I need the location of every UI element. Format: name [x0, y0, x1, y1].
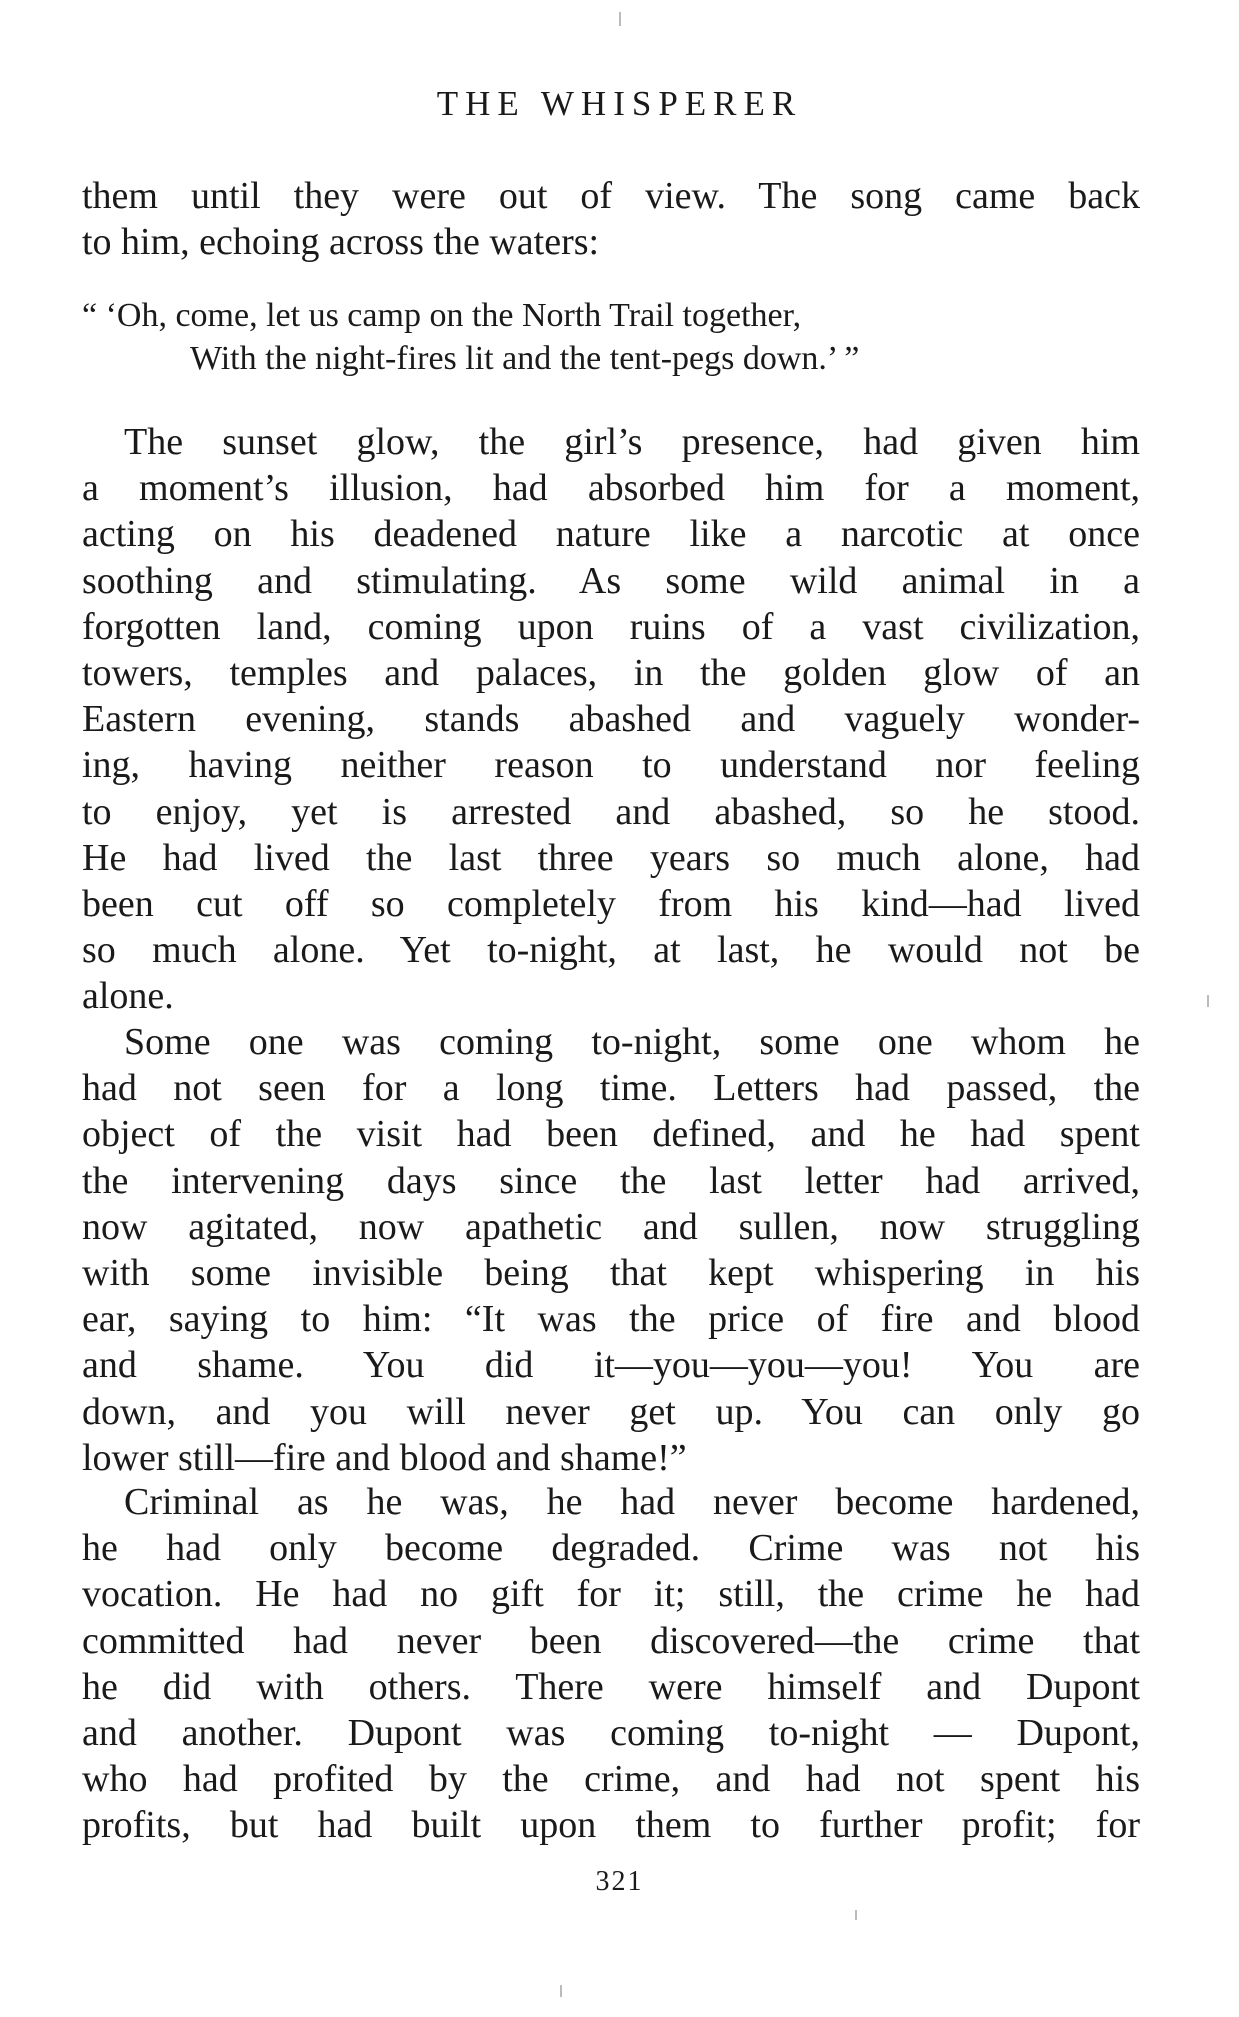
verse-line: “ ‘Oh, come, let us camp on the North Trail together, — [82, 297, 802, 334]
text-line: the intervening days since the last letter had arrived, — [82, 1159, 1140, 1202]
paper-speck — [855, 1910, 857, 1920]
text-line: Eastern evening, stands abashed and vaguely wonder- — [82, 698, 1140, 741]
text-line: to enjoy, yet is arrested and abashed, so he stood. — [82, 790, 1140, 833]
text-line: alone. — [82, 975, 174, 1018]
paragraph-criminal — [82, 1479, 1140, 1849]
text-line: so much alone. Yet to-night, at last, he would not be — [82, 929, 1140, 972]
text-line: He had lived the last three years so much alone, had — [82, 836, 1140, 879]
text-line: and another. Dupont was coming to-night — Dupont, — [82, 1712, 1140, 1755]
text-line: towers, temples and palaces, in the golden glow of an — [82, 652, 1140, 695]
text-line: Some one was coming to-night, some one whom he — [124, 1021, 1140, 1063]
running-head: THE WHISPERER — [436, 84, 803, 123]
text-line: now agitated, now apathetic and sullen, now struggling — [82, 1205, 1140, 1248]
text-line: who had profited by the crime, and had not spent his — [82, 1758, 1140, 1801]
text-line: with some invisible being that kept whispering in his — [82, 1252, 1140, 1295]
verse-quotation — [82, 294, 1140, 380]
text-line: profits, but had built upon them to further profit; for — [82, 1804, 1140, 1847]
text-line: The sunset glow, the girl’s presence, had given him — [124, 421, 1140, 463]
verse-line: With the night-fires lit and the tent-pegs down.’ ” — [190, 340, 860, 377]
paragraph-visitor — [82, 1019, 1140, 1481]
text-line: ing, having neither reason to understand nor feeling — [82, 744, 1140, 787]
paragraph-sunset — [82, 419, 1140, 1020]
text-line: had not seen for a long time. Letters had passed, the — [82, 1067, 1140, 1110]
text-line: forgotten land, coming upon ruins of a vast civilization, — [82, 605, 1140, 648]
text-line: down, and you will never get up. You can only go — [82, 1390, 1140, 1433]
paper-speck — [619, 12, 621, 26]
text-line: soothing and stimulating. As some wild animal in a — [82, 559, 1140, 602]
text-line: committed had never been discovered—the crime that — [82, 1619, 1140, 1662]
paper-speck — [1207, 995, 1209, 1007]
text-line: been cut off so completely from his kind—had lived — [82, 883, 1140, 926]
text-line: acting on his deadened nature like a narcotic at once — [82, 513, 1140, 556]
text-line: them until they were out of view. The song came back — [82, 175, 1140, 217]
text-line: Criminal as he was, he had never become hardened, — [124, 1481, 1140, 1523]
text-line: lower still—fire and blood and shame!” — [82, 1436, 687, 1479]
opening-paragraph — [82, 173, 1140, 265]
text-line: a moment’s illusion, had absorbed him for a moment, — [82, 467, 1140, 510]
paper-speck — [560, 1985, 562, 1997]
text-line: he did with others. There were himself and Dupont — [82, 1665, 1140, 1708]
page-number: 321 — [595, 1866, 644, 1897]
text-line: to him, echoing across the waters: — [82, 221, 600, 264]
text-line: and shame. You did it—you—you—you! You are — [82, 1344, 1140, 1387]
text-line: ear, saying to him: “It was the price of fire and blood — [82, 1298, 1140, 1341]
text-line: he had only become degraded. Crime was not his — [82, 1527, 1140, 1570]
text-line: vocation. He had no gift for it; still, the crime he had — [82, 1573, 1140, 1616]
text-line: object of the visit had been defined, and he had spent — [82, 1113, 1140, 1156]
